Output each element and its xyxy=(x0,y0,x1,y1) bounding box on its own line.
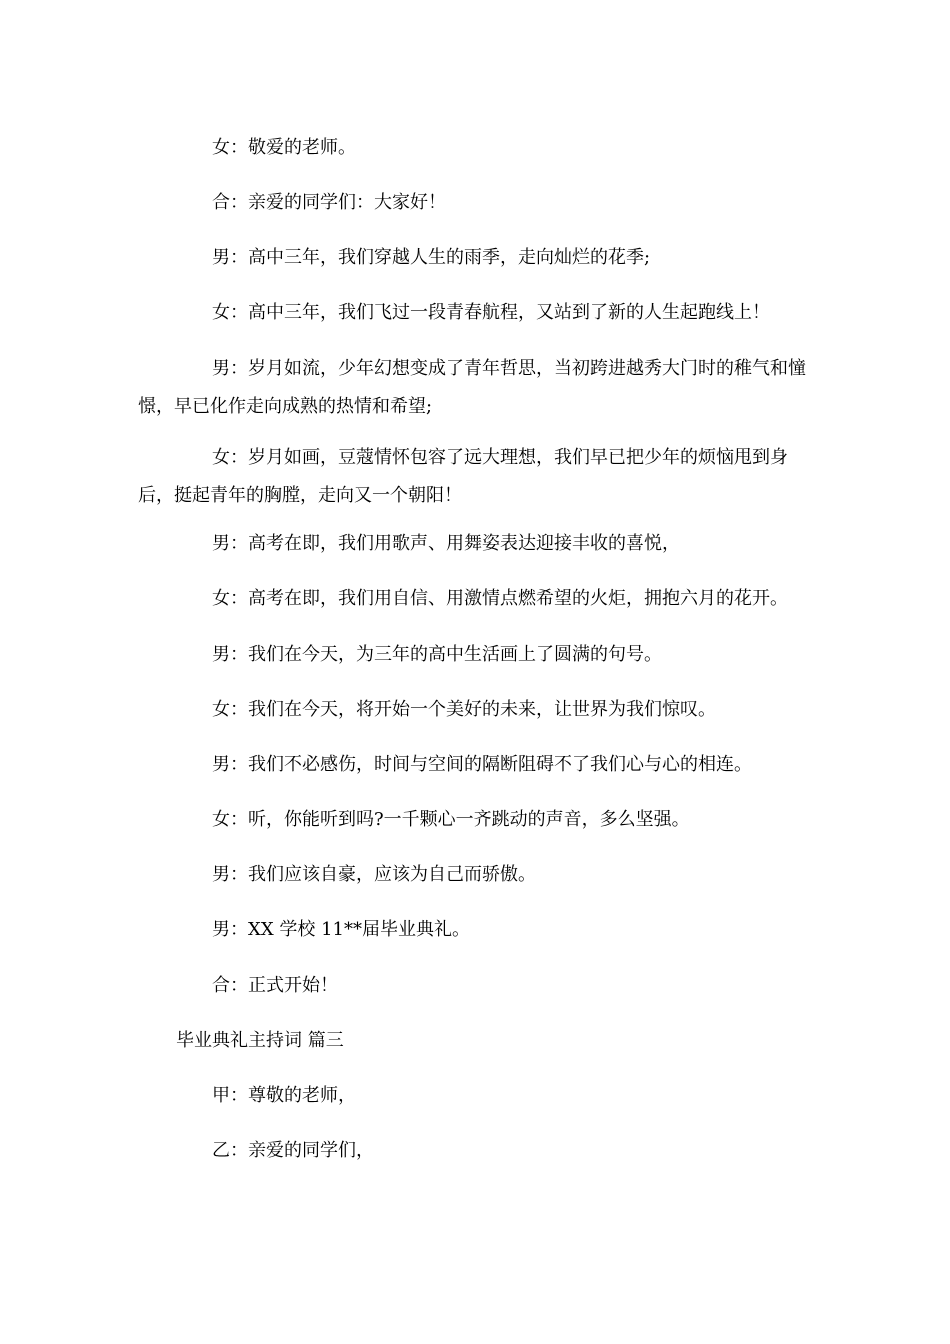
dialogue-line: 男：高考在即，我们用歌声、用舞姿表达迎接丰收的喜悦， xyxy=(212,533,680,554)
dialogue-line: 男：岁月如流，少年幻想变成了青年哲思，当初跨进越秀大门时的稚气和憧憬，早已化作走向成熟的热情和希望; xyxy=(138,358,806,417)
dialogue-line: 男：我们不必感伤，时间与空间的隔断阻碍不了我们心与心的相连。 xyxy=(212,754,752,775)
dialogue-line: 男：我们应该自豪，应该为自己而骄傲。 xyxy=(212,864,536,885)
dialogue-line: 男：我们在今天，为三年的高中生活画上了圆满的句号。 xyxy=(212,644,662,665)
dialogue-line: 甲：尊敬的老师， xyxy=(212,1085,356,1106)
dialogue-line: 合：亲爱的同学们：大家好！ xyxy=(212,192,446,213)
dialogue-line: 女：听，你能听到吗?一千颗心一齐跳动的声音，多么坚强。 xyxy=(212,809,690,830)
dialogue-line: 女：敬爱的老师。 xyxy=(212,137,356,158)
dialogue-line: 合：正式开始！ xyxy=(212,975,338,996)
dialogue-line: 女：我们在今天，将开始一个美好的未来，让世界为我们惊叹。 xyxy=(212,699,716,720)
dialogue-line: 男：XX 学校 11**届毕业典礼。 xyxy=(212,919,470,940)
dialogue-line: 女：高中三年，我们飞过一段青春航程，又站到了新的人生起跑线上！ xyxy=(212,302,770,323)
dialogue-line: 女：高考在即，我们用自信、用激情点燃希望的火炬，拥抱六月的花开。 xyxy=(212,588,788,609)
section-heading: 毕业典礼主持词 篇三 xyxy=(176,1030,344,1051)
dialogue-line: 女：岁月如画，豆蔻情怀包容了远大理想，我们早已把少年的烦恼甩到身后，挺起青年的胸膛，走向又一个朝阳！ xyxy=(138,447,788,506)
dialogue-line: 男：高中三年，我们穿越人生的雨季，走向灿烂的花季; xyxy=(212,247,651,268)
dialogue-line: 乙：亲爱的同学们， xyxy=(212,1140,374,1161)
